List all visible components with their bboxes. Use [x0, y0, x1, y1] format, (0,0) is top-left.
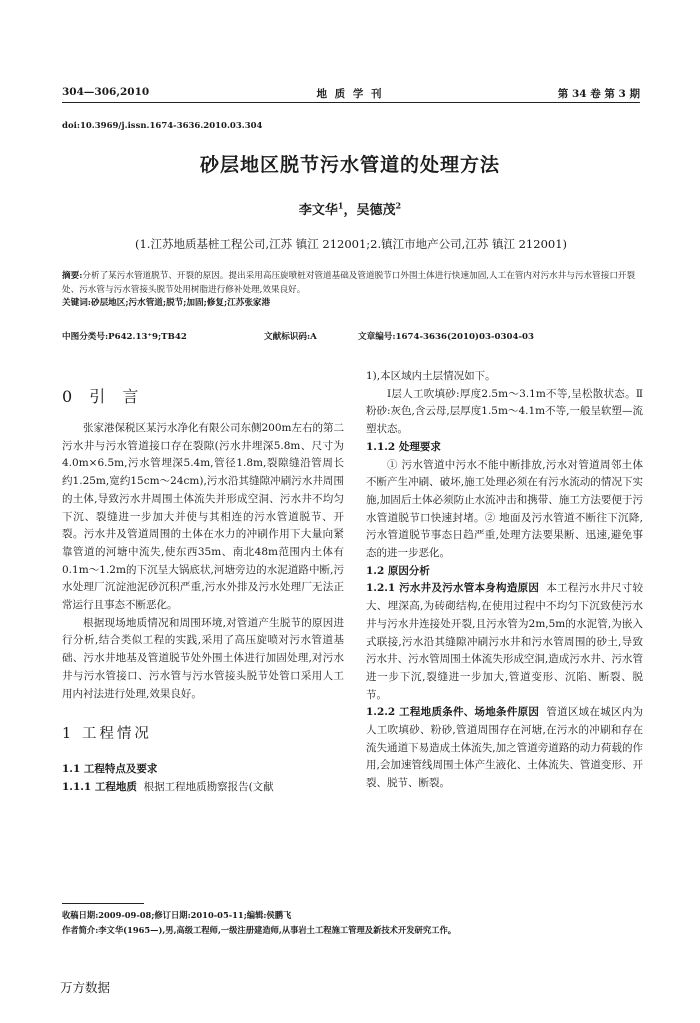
paragraph — [366, 580, 643, 704]
subsection-heading: 1.2 原因分析 — [366, 564, 430, 577]
paragraph: 张家港保税区某污水净化有限公司东侧200m左右的第二污水井与污水管道接口存在裂隙(污水井埋深5.8m、尺寸为4.0m×6.5m,污水管埋深5.4m,管径1.8m,裂隙缝沿管周长约1.25m,宽约15cm～24cm),污水沿其缝隙冲刷污水井周围的土体,导致污水井周围土体流失并形成空洞、污水井不均匀下沉、裂缝进一步加大并使与其相连的污水管道脱节、开裂。污水井及管道周围的土体在水力的冲刷作用下大量向紧靠管道的河塘中流失,使东西35m、南北48m范围内土体有0.1m～1.2m的下沉呈大锅底状,河塘旁边的水泥道路中断,污水处理厂沉淀池泥砂沉积严重,污水外排及污水处理厂无法正常运行且事态不断恶化。 — [62, 422, 344, 612]
header-pages: 304—306,2010 — [62, 86, 150, 98]
author-separator: ， — [343, 203, 357, 218]
subsection-label: 1.2.1 污水井及污水管本身构造原因 — [366, 582, 540, 595]
paragraph: ① 污水管道中污水不能中断排放,污水对管道周邻土体不断产生冲刷、破坏,施工处理必须在有污水流动的情况下实施,加固后土体必须防止水流冲击和携带、施工方法要便于污水管道脱节口快速封堵。② 地面及污水管道不断往下沉降,污水管道脱节事态日趋严重,处理方法要果断、迅速,避免事态的进一步恶化。 — [366, 458, 643, 560]
paper-title: 砂层地区脱节污水管道的处理方法 — [199, 154, 500, 176]
footnote-rule — [62, 903, 144, 904]
author-affil-mark: 2 — [395, 200, 402, 211]
header-journal: 地 质 学 刊 — [316, 88, 384, 100]
doi[interactable]: doi:10.3969/j.issn.1674-3636.2010.03.304 — [62, 121, 263, 131]
header-volume: 第 34 卷 第 3 期 — [557, 88, 640, 100]
paragraph — [62, 779, 344, 797]
clc-number: 中图分类号:P642.13⁺9;TB42 — [62, 332, 187, 342]
left-column — [62, 374, 344, 797]
section-heading: 1 工程情况 — [62, 726, 152, 743]
document-code: 文献标识码:A — [264, 332, 317, 342]
article-number: 文章编号:1674-3636(2010)03-0304-03 — [358, 332, 534, 342]
author-name: 李文华 — [298, 203, 338, 218]
paragraph-text: 本工程污水井尺寸较大、埋深高,为砖砌结构,在使用过程中不均匀下沉致使污水井与污水井连接处开裂,且污水管为2m,5m的水泥管,为嵌入式联接,污水沿其缝隙冲刷污水井和污水管周围的砂土,导致污水井、污水管周围土体流失形成空洞,造成污水井、污水管进一步下沉,裂缝进一步加大,管道变形、沉陷、断裂、脱节。 — [366, 582, 643, 701]
author-bio: 作者简介:李文华(1965—),男,高级工程师,一级注册建造师,从事岩土工程施工管理及新技术开发研究工作。 — [62, 925, 457, 935]
affiliations: (1.江苏地质基桩工程公司,江苏 镇江 212001;2.镇江市地产公司,江苏 镇江 212001) — [134, 237, 568, 251]
received-dates: 收稿日期:2009-09-08;修订日期:2010-05-11;编辑:侯鹏飞 — [62, 910, 292, 920]
keywords-label: 关键词: — [62, 298, 91, 308]
header-rule — [62, 102, 640, 103]
paragraph: 根据现场地质情况和周围环境,对管道产生脱节的原因进行分析,结合类似工程的实践,采用了高压旋喷对污水管道基础、污水井地基及管道脱节处外围土体进行加固处理,对污水井与污水管接口、污水管与污水管接头脱节处管口采用人工用内衬法进行处理,效果良好。 — [62, 616, 344, 700]
subsection-label: 1.2.2 工程地质条件、场地条件原因 — [366, 706, 540, 719]
subsection-label: 1.1.1 工程地质 — [62, 780, 137, 793]
paragraph: Ⅰ层人工吹填砂:厚度2.5m～3.1m不等,呈松散状态。Ⅱ粉砂:灰色,含云母,层厚度1.5m～4.1m不等,一般呈软塑—流塑状态。 — [366, 387, 643, 436]
paragraph-text: 管道区域在城区内为人工吹填砂、粉砂,管道周围存在河塘,在污水的冲刷和存在流失通道下易造成土体流失,加之管道旁道路的动力荷载的作用,会加速管线周围土体产生液化、土体流失、管道变形、开裂、脱节、断裂。 — [366, 706, 643, 790]
footer-watermark: 万方数据 — [60, 980, 111, 995]
abstract-label: 摘要: — [62, 271, 83, 281]
subsection-heading: 1.1.2 处理要求 — [366, 440, 441, 453]
author-name: 吴德茂 — [356, 203, 396, 218]
paragraph-text: 根据工程地质勘察报告(文献 — [143, 780, 274, 793]
abstract-block — [62, 270, 640, 311]
section-heading: 0 引 言 — [62, 387, 145, 406]
footnotes — [62, 908, 456, 938]
right-column — [366, 368, 643, 793]
authors — [0, 199, 700, 218]
paragraph: 1),本区域内土层情况如下。 — [366, 370, 496, 382]
keywords-text: 砂层地区;污水管道;脱节;加固;修复;江苏张家港 — [90, 298, 271, 308]
author-affil-mark: 1 — [337, 200, 344, 211]
paragraph — [366, 704, 643, 793]
abstract-text: 分析了某污水管道脱节、开裂的原因。提出采用高压旋喷桩对管道基础及管道脱节口外围土体进行快速加固,人工在管内对污水井与污水管接口开裂处、污水管与污水管接头脱节处用树脂进行修补处理,效果良好。 — [62, 271, 636, 295]
subsection-heading: 1.1 工程特点及要求 — [62, 763, 158, 776]
